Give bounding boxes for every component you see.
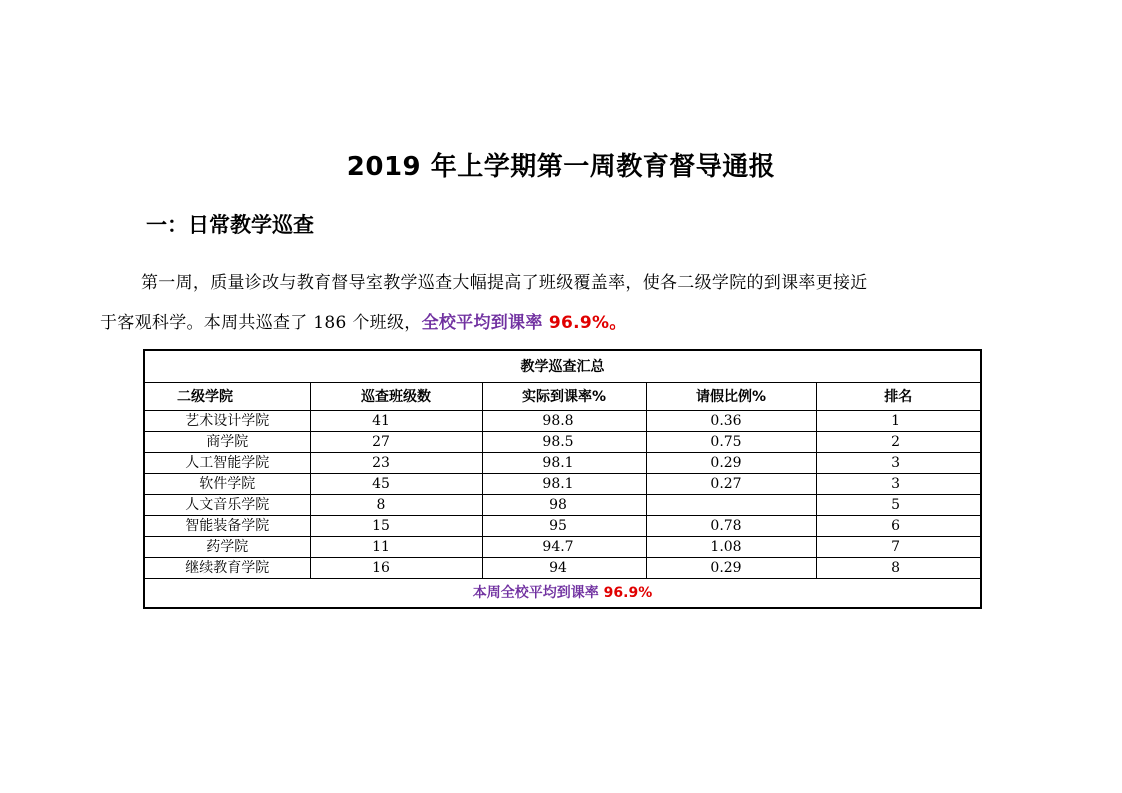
table-row (144, 453, 981, 474)
table-cell: 药学院 (144, 537, 310, 558)
table-cell: 0.29 (646, 558, 816, 579)
column-header: 实际到课率% (482, 383, 646, 411)
table-cell: 艺术设计学院 (144, 411, 310, 432)
table-cell: 23 (310, 453, 482, 474)
table-cell: 8 (816, 558, 981, 579)
column-header: 巡查班级数 (310, 383, 482, 411)
column-header: 二级学院 (144, 383, 310, 411)
table-cell: 98.1 (482, 453, 646, 474)
table-cell: 27 (310, 432, 482, 453)
highlight-label: 全校平均到课率 (421, 313, 543, 333)
table-cell: 7 (816, 537, 981, 558)
table-cell: 人文音乐学院 (144, 495, 310, 516)
table-cell: 8 (310, 495, 482, 516)
table-cell: 98.1 (482, 474, 646, 495)
table-cell: 3 (816, 474, 981, 495)
table-cell: 98.5 (482, 432, 646, 453)
table-cell: 商学院 (144, 432, 310, 453)
footer-value: 96.9% (598, 585, 653, 601)
table-footer-row (144, 579, 981, 609)
table-cell: 94 (482, 558, 646, 579)
table-caption: 教学巡查汇总 (144, 350, 981, 383)
table-caption-row (144, 350, 981, 383)
table-cell: 16 (310, 558, 482, 579)
table-cell: 2 (816, 432, 981, 453)
paragraph-line-1: 第一周，质量诊改与教育督导室教学巡查大幅提高了班级覆盖率，使各二级学院的到课率更接近 (141, 273, 868, 293)
table-cell: 41 (310, 411, 482, 432)
table-cell: 98 (482, 495, 646, 516)
table-row (144, 537, 981, 558)
table-cell: 0.36 (646, 411, 816, 432)
table-header-row (144, 383, 981, 411)
table-row (144, 474, 981, 495)
table-cell: 智能装备学院 (144, 516, 310, 537)
table-cell: 6 (816, 516, 981, 537)
table-cell: 软件学院 (144, 474, 310, 495)
table-cell: 11 (310, 537, 482, 558)
paragraph-line-2-text: 于客观科学。本周共巡查了 186 个班级， (100, 313, 422, 333)
section-heading: 一：日常教学巡查 (146, 213, 314, 237)
highlight-value: 96.9%。 (542, 313, 627, 333)
table-cell: 15 (310, 516, 482, 537)
table-cell: 0.78 (646, 516, 816, 537)
table-cell: 继续教育学院 (144, 558, 310, 579)
table-cell: 95 (482, 516, 646, 537)
table-row (144, 516, 981, 537)
table-cell: 94.7 (482, 537, 646, 558)
page-title: 2019 年上学期第一周教育督导通报 (346, 152, 776, 182)
table-row (144, 495, 981, 516)
footer-label: 本周全校平均到课率 (472, 585, 599, 601)
table-footer (144, 579, 981, 609)
table-row (144, 558, 981, 579)
table-cell: 1 (816, 411, 981, 432)
column-header: 请假比例% (646, 383, 816, 411)
paragraph-line-2 (100, 303, 1040, 343)
column-header: 排名 (816, 383, 981, 411)
inspection-summary-table (143, 349, 982, 609)
table-cell: 人工智能学院 (144, 453, 310, 474)
table-cell: 1.08 (646, 537, 816, 558)
table-cell: 0.75 (646, 432, 816, 453)
table-cell: 45 (310, 474, 482, 495)
table-cell: 3 (816, 453, 981, 474)
table-cell (646, 495, 816, 516)
table-row (144, 411, 981, 432)
report-paragraph (100, 263, 1040, 343)
table-cell: 5 (816, 495, 981, 516)
table-cell: 0.29 (646, 453, 816, 474)
table-cell: 98.8 (482, 411, 646, 432)
table-cell: 0.27 (646, 474, 816, 495)
table-row (144, 432, 981, 453)
